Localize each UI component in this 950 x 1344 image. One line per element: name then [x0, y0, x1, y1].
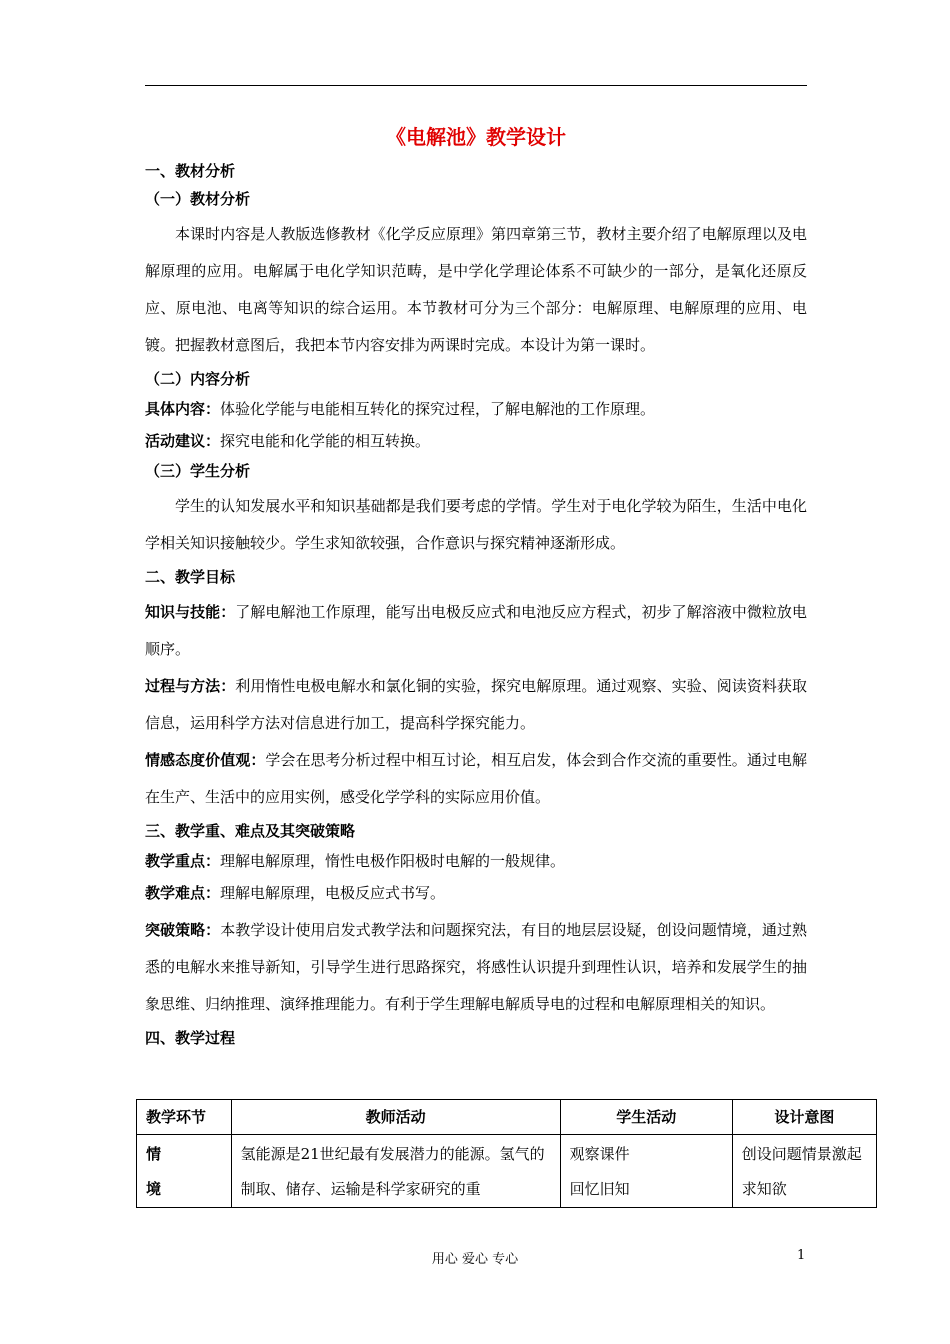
goal-knowledge-text: 了解电解池工作原理，能写出电极反应式和电池反应方程式，初步了解溶液中微粒放电顺序。 [145, 603, 807, 658]
content-label: 具体内容： [145, 400, 221, 418]
goal-knowledge-paragraph [145, 594, 807, 668]
page-number: 1 [797, 1248, 806, 1263]
section-heading-2: 二、教学目标 [145, 568, 236, 586]
difficulty-label: 教学难点： [145, 884, 221, 902]
section-heading-1: 一、教材分析 [145, 162, 236, 180]
goal-emotion-paragraph [145, 742, 807, 816]
activity-text: 探究电能和化学能的相互转换。 [220, 432, 431, 450]
subsection-heading-1-2: （二）内容分析 [145, 370, 251, 388]
key-point-text: 理解电解原理，惰性电极作阳极时电解的一般规律。 [220, 852, 566, 870]
strategy-paragraph [145, 912, 807, 1023]
goal-process-label: 过程与方法： [145, 677, 236, 695]
goal-emotion-text: 学会在思考分析过程中相互讨论，相互启发，体会到合作交流的重要性。通过电解在生产、生活中的应用实例，感受化学学科的实际应用价值。 [145, 751, 807, 806]
student-line-1: 观察课件 [569, 1145, 630, 1163]
strategy-label: 突破策略： [145, 921, 221, 939]
student-line-2: 回忆旧知 [569, 1180, 630, 1198]
header-intent: 设计意图 [732, 1100, 876, 1135]
header-stage: 教学环节 [137, 1100, 232, 1135]
stage-line-2: 境 [146, 1180, 162, 1198]
document-body [145, 122, 807, 1055]
section-heading-4: 四、教学过程 [145, 1029, 236, 1047]
table-header-row [137, 1100, 877, 1135]
cell-stage [137, 1135, 232, 1208]
document-title: 《电解池》教学设计 [386, 125, 566, 149]
subsection-heading-1-3: （三）学生分析 [145, 462, 251, 480]
strategy-text: 本教学设计使用启发式教学法和问题探究法，有目的地层层设疑，创设问题情境，通过熟悉的电解水来推导新知，引导学生进行思路探究，将感性认识提升到理性认识，培养和发展学生的抽象思维、归纳推理、演绎推理能力。有利于学生理解电解质导电的过程和电解原理相关的知识。 [145, 921, 807, 1013]
subsection-heading-1-1: （一）教材分析 [145, 190, 251, 208]
key-point-paragraph [145, 848, 807, 874]
goal-knowledge-label: 知识与技能： [145, 603, 236, 621]
content-text: 体验化学能与电能相互转化的探究过程，了解电解池的工作原理。 [220, 400, 656, 418]
cell-student [560, 1135, 732, 1208]
difficulty-text: 理解电解原理，电极反应式书写。 [220, 884, 446, 902]
content-paragraph [145, 396, 807, 422]
teaching-process-table [136, 1099, 877, 1208]
key-point-label: 教学重点： [145, 852, 221, 870]
goal-emotion-label: 情感态度价值观： [145, 751, 266, 769]
header-teacher: 教师活动 [231, 1100, 560, 1135]
table-row [137, 1135, 877, 1208]
header-rule [145, 85, 807, 86]
difficulty-paragraph [145, 880, 807, 906]
activity-label: 活动建议： [145, 432, 221, 450]
cell-intent: 创设问题情景激起求知欲 [732, 1135, 876, 1208]
cell-teacher: 氢能源是21世纪最有发展潜力的能源。氢气的制取、储存、运输是科学家研究的重 [231, 1135, 560, 1208]
footer-motto: 用心 爱心 专心 [431, 1252, 519, 1267]
section-heading-3: 三、教学重、难点及其突破策略 [145, 822, 356, 840]
goal-process-text: 利用惰性电极电解水和氯化铜的实验，探究电解原理。通过观察、实验、阅读资料获取信息，运用科学方法对信息进行加工，提高科学探究能力。 [145, 677, 807, 732]
textbook-analysis-paragraph: 本课时内容是人教版选修教材《化学反应原理》第四章第三节，教材主要介绍了电解原理以及电解原理的应用。电解属于电化学知识范畴，是中学化学理论体系不可缺少的一部分，是氧化还原反应、原电池、电离等知识的综合运用。本节教材可分为三个部分：电解原理、电解原理的应用、电镀。把握教材意图后，我把本节内容安排为两课时完成。本设计为第一课时。 [145, 225, 807, 354]
activity-paragraph [145, 428, 807, 454]
goal-process-paragraph [145, 668, 807, 742]
header-student: 学生活动 [560, 1100, 732, 1135]
stage-line-1: 情 [146, 1145, 162, 1163]
student-analysis-paragraph: 学生的认知发展水平和知识基础都是我们要考虑的学情。学生对于电化学较为陌生，生活中电化学相关知识接触较少。学生求知欲较强，合作意识与探究精神逐渐形成。 [145, 497, 807, 552]
